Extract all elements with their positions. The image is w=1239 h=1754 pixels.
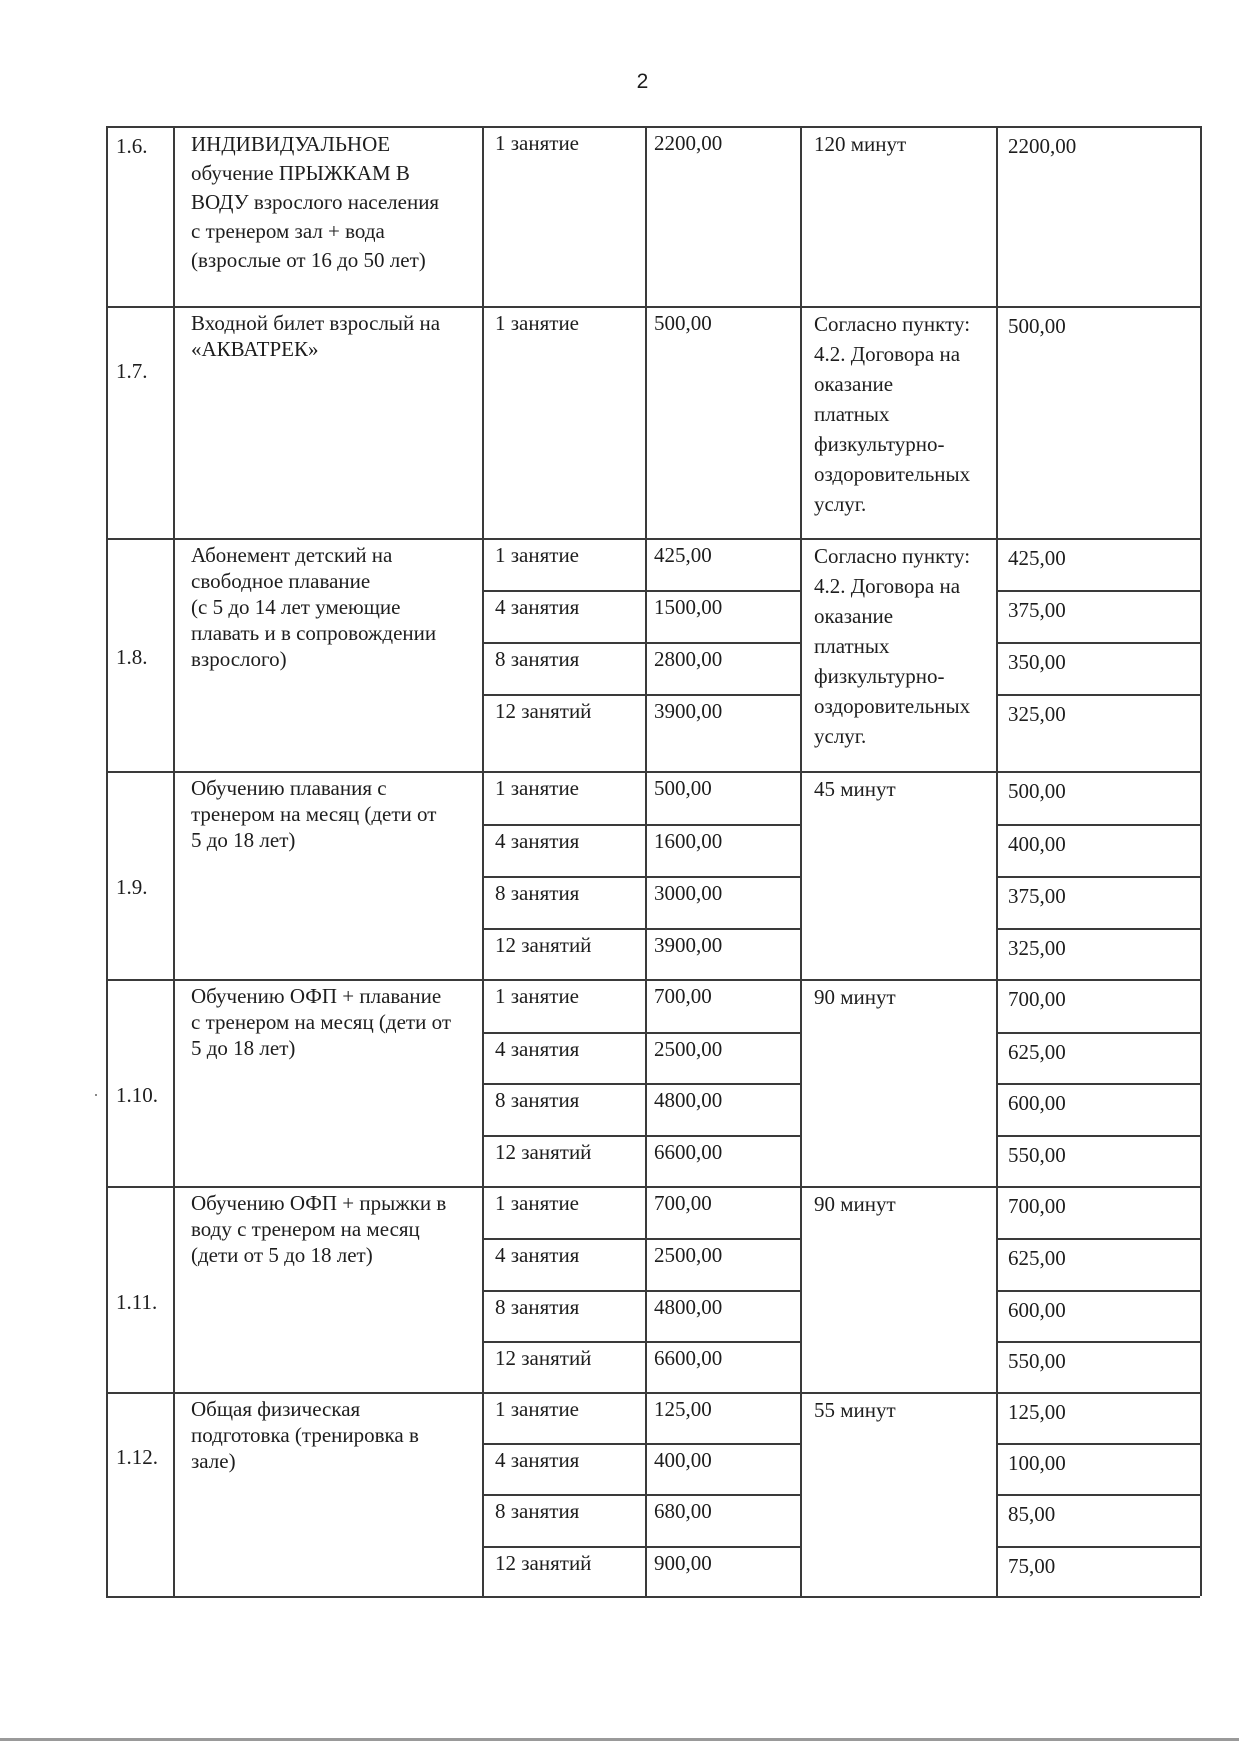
- sessions-count: 8 занятия: [495, 881, 580, 905]
- package-price: 900,00: [654, 1551, 712, 1575]
- sessions-count: 1 занятие: [495, 1191, 579, 1215]
- subrow-border: [996, 1083, 1200, 1085]
- service-description-line: подготовка (тренировка в: [191, 1423, 419, 1447]
- row-border: [106, 306, 1200, 308]
- duration-line: 55 минут: [814, 1398, 896, 1422]
- sessions-count: 8 занятия: [495, 1499, 580, 1523]
- subrow-border: [482, 1443, 800, 1445]
- subrow-border: [996, 928, 1200, 930]
- package-price: 125,00: [654, 1397, 712, 1421]
- service-description-line: Обучению ОФП + прыжки в: [191, 1191, 447, 1215]
- price-per-session: 550,00: [1008, 1349, 1066, 1373]
- package-price: 4800,00: [654, 1088, 723, 1112]
- sessions-count: 12 занятий: [495, 1140, 592, 1164]
- package-price: 3900,00: [654, 699, 723, 723]
- subrow-border: [996, 1135, 1200, 1137]
- sessions-count: 1 занятие: [495, 131, 579, 155]
- row-border: [106, 538, 1200, 540]
- column-border: [645, 126, 647, 1596]
- subrow-border: [996, 1238, 1200, 1240]
- service-description-line: 5 до 18 лет): [191, 1036, 296, 1060]
- sessions-count: 4 занятия: [495, 595, 580, 619]
- package-price: 6600,00: [654, 1140, 723, 1164]
- package-price: 3900,00: [654, 933, 723, 957]
- page-number: 2: [636, 70, 649, 93]
- subrow-border: [482, 1238, 800, 1240]
- service-description-line: Обучению ОФП + плавание: [191, 984, 442, 1008]
- scan-speck: [95, 1094, 97, 1096]
- price-per-session: 375,00: [1008, 598, 1066, 622]
- duration-line: Согласно пункту:: [814, 312, 971, 336]
- subrow-border: [482, 1032, 800, 1034]
- subrow-border: [482, 1290, 800, 1292]
- scan-bottom-edge: [0, 1738, 1239, 1741]
- subrow-border: [482, 928, 800, 930]
- service-description-line: (с 5 до 14 лет умеющие: [191, 595, 401, 619]
- subrow-border: [996, 1546, 1200, 1548]
- column-border: [106, 126, 108, 1596]
- price-per-session: 700,00: [1008, 1194, 1066, 1218]
- price-per-session: 400,00: [1008, 832, 1066, 856]
- package-price: 700,00: [654, 984, 712, 1008]
- item-number: 1.10.: [116, 1083, 158, 1107]
- service-description-line: Входной билет взрослый на: [191, 311, 441, 335]
- price-per-session: 75,00: [1008, 1554, 1056, 1578]
- sessions-count: 8 занятия: [495, 1295, 580, 1319]
- subrow-border: [996, 1341, 1200, 1343]
- package-price: 2500,00: [654, 1243, 723, 1267]
- sessions-count: 1 занятие: [495, 543, 579, 567]
- duration-line: услуг.: [814, 492, 867, 516]
- service-description-line: ВОДУ взрослого населения: [191, 190, 440, 214]
- price-per-session: 85,00: [1008, 1502, 1056, 1526]
- row-border: [106, 1186, 1200, 1188]
- subrow-border: [996, 1290, 1200, 1292]
- duration-line: физкультурно-: [814, 432, 945, 456]
- price-per-session: 425,00: [1008, 546, 1066, 570]
- row-border: [106, 771, 1200, 773]
- service-description-line: с тренером зал + вода: [191, 219, 385, 243]
- subrow-border: [996, 590, 1200, 592]
- sessions-count: 12 занятий: [495, 1551, 592, 1575]
- subrow-border: [482, 1083, 800, 1085]
- service-description-line: 5 до 18 лет): [191, 828, 296, 852]
- subrow-border: [996, 1443, 1200, 1445]
- service-description-line: свободное плавание: [191, 569, 371, 593]
- package-price: 1500,00: [654, 595, 723, 619]
- package-price: 3000,00: [654, 881, 723, 905]
- package-price: 500,00: [654, 776, 712, 800]
- service-description-line: ИНДИВИДУАЛЬНОЕ: [191, 132, 391, 156]
- service-description-line: обучение ПРЫЖКАМ В: [191, 161, 410, 185]
- service-description-line: Общая физическая: [191, 1397, 361, 1421]
- price-per-session: 350,00: [1008, 650, 1066, 674]
- service-description-line: взрослого): [191, 647, 287, 671]
- package-price: 4800,00: [654, 1295, 723, 1319]
- duration-line: 4.2. Договора на: [814, 574, 961, 598]
- package-price: 680,00: [654, 1499, 712, 1523]
- sessions-count: 1 занятие: [495, 1397, 579, 1421]
- column-border: [1200, 126, 1202, 1596]
- service-description-line: плавать и в сопровождении: [191, 621, 437, 645]
- subrow-border: [482, 642, 800, 644]
- subrow-border: [996, 694, 1200, 696]
- package-price: 6600,00: [654, 1346, 723, 1370]
- duration-line: 120 минут: [814, 132, 907, 156]
- price-per-session: 625,00: [1008, 1246, 1066, 1270]
- price-per-session: 600,00: [1008, 1298, 1066, 1322]
- row-border: [106, 979, 1200, 981]
- price-per-session: 2200,00: [1008, 134, 1077, 158]
- price-per-session: 325,00: [1008, 702, 1066, 726]
- service-description-line: (дети от 5 до 18 лет): [191, 1243, 373, 1267]
- duration-line: оздоровительных: [814, 462, 971, 486]
- service-description-line: с тренером на месяц (дети от: [191, 1010, 451, 1034]
- duration-line: оздоровительных: [814, 694, 971, 718]
- sessions-count: 4 занятия: [495, 829, 580, 853]
- price-per-session: 375,00: [1008, 884, 1066, 908]
- price-per-session: 700,00: [1008, 987, 1066, 1011]
- price-per-session: 325,00: [1008, 936, 1066, 960]
- package-price: 500,00: [654, 311, 712, 335]
- subrow-border: [996, 1494, 1200, 1496]
- duration-line: физкультурно-: [814, 664, 945, 688]
- package-price: 700,00: [654, 1191, 712, 1215]
- service-description-line: (взрослые от 16 до 50 лет): [191, 248, 426, 272]
- duration-line: 45 минут: [814, 777, 896, 801]
- service-description-line: зале): [191, 1449, 236, 1473]
- item-number: 1.6.: [116, 134, 148, 158]
- column-border: [800, 126, 802, 1596]
- item-number: 1.11.: [116, 1290, 158, 1314]
- duration-line: 90 минут: [814, 985, 896, 1009]
- sessions-count: 1 занятие: [495, 776, 579, 800]
- duration-line: оказание: [814, 604, 894, 628]
- package-price: 1600,00: [654, 829, 723, 853]
- price-per-session: 600,00: [1008, 1091, 1066, 1115]
- subrow-border: [996, 876, 1200, 878]
- package-price: 2200,00: [654, 131, 723, 155]
- subrow-border: [482, 1546, 800, 1548]
- subrow-border: [482, 824, 800, 826]
- item-number: 1.8.: [116, 645, 148, 669]
- column-border: [482, 126, 484, 1596]
- duration-line: 90 минут: [814, 1192, 896, 1216]
- row-border: [106, 1392, 1200, 1394]
- service-description-line: Обучению плавания с: [191, 776, 387, 800]
- price-per-session: 500,00: [1008, 779, 1066, 803]
- table-bottom-border: [106, 1596, 1200, 1598]
- subrow-border: [482, 1494, 800, 1496]
- price-per-session: 125,00: [1008, 1400, 1066, 1424]
- sessions-count: 4 занятия: [495, 1243, 580, 1267]
- service-description-line: Абонемент детский на: [191, 543, 393, 567]
- subrow-border: [996, 642, 1200, 644]
- subrow-border: [482, 1135, 800, 1137]
- package-price: 400,00: [654, 1448, 712, 1472]
- price-per-session: 625,00: [1008, 1040, 1066, 1064]
- duration-line: платных: [814, 402, 890, 426]
- price-per-session: 100,00: [1008, 1451, 1066, 1475]
- item-number: 1.12.: [116, 1445, 158, 1469]
- sessions-count: 8 занятия: [495, 647, 580, 671]
- sessions-count: 4 занятия: [495, 1448, 580, 1472]
- package-price: 425,00: [654, 543, 712, 567]
- item-number: 1.7.: [116, 359, 148, 383]
- column-border: [996, 126, 998, 1596]
- sessions-count: 12 занятий: [495, 1346, 592, 1370]
- subrow-border: [482, 590, 800, 592]
- duration-line: платных: [814, 634, 890, 658]
- sessions-count: 12 занятий: [495, 933, 592, 957]
- duration-line: услуг.: [814, 724, 867, 748]
- price-table: [106, 126, 1226, 1596]
- sessions-count: 4 занятия: [495, 1037, 580, 1061]
- sessions-count: 1 занятие: [495, 311, 579, 335]
- sessions-count: 1 занятие: [495, 984, 579, 1008]
- duration-line: Согласно пункту:: [814, 544, 971, 568]
- column-border: [173, 126, 175, 1596]
- sessions-count: 8 занятия: [495, 1088, 580, 1112]
- sessions-count: 12 занятий: [495, 699, 592, 723]
- row-border: [106, 126, 1200, 128]
- duration-line: оказание: [814, 372, 894, 396]
- package-price: 2800,00: [654, 647, 723, 671]
- price-per-session: 500,00: [1008, 314, 1066, 338]
- item-number: 1.9.: [116, 875, 148, 899]
- subrow-border: [996, 824, 1200, 826]
- service-description-line: «АКВАТРЕК»: [191, 337, 319, 361]
- package-price: 2500,00: [654, 1037, 723, 1061]
- duration-line: 4.2. Договора на: [814, 342, 961, 366]
- price-per-session: 550,00: [1008, 1143, 1066, 1167]
- subrow-border: [482, 876, 800, 878]
- service-description-line: воду с тренером на месяц: [191, 1217, 420, 1241]
- subrow-border: [996, 1032, 1200, 1034]
- service-description-line: тренером на месяц (дети от: [191, 802, 437, 826]
- subrow-border: [482, 1341, 800, 1343]
- subrow-border: [482, 694, 800, 696]
